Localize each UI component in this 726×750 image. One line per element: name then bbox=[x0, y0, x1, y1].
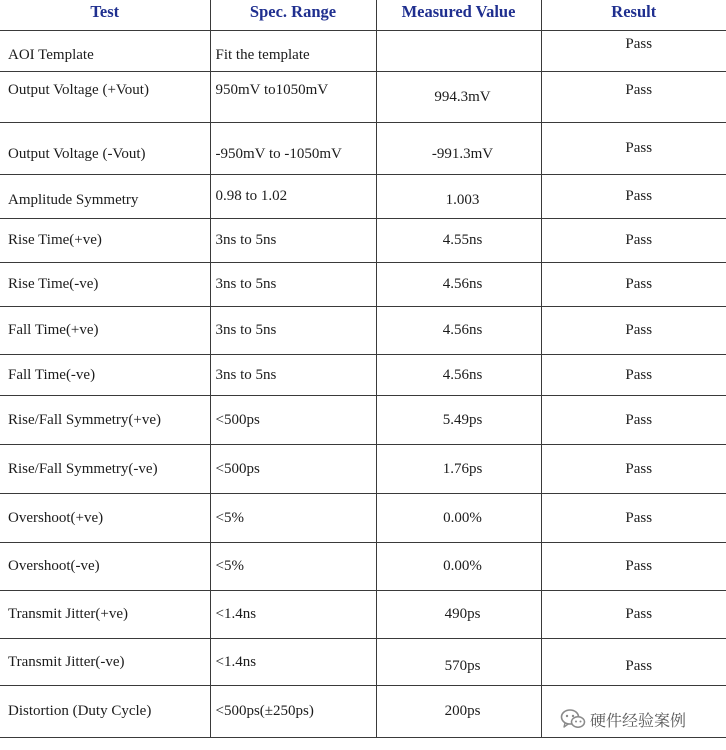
test-name: Rise/Fall Symmetry(-ve) bbox=[0, 445, 210, 494]
measured-value: 4.56ns bbox=[376, 263, 541, 307]
measured-value: 1.003 bbox=[445, 192, 480, 208]
spec-range: <5% bbox=[210, 543, 376, 591]
spec-range: 3ns to 5ns bbox=[210, 219, 376, 263]
spec-range: 3ns to 5ns bbox=[210, 355, 376, 396]
test-name: Distortion (Duty Cycle) bbox=[0, 686, 210, 738]
result-value: Pass bbox=[541, 263, 726, 307]
test-name: Rise Time(-ve) bbox=[0, 263, 210, 307]
test-name: Amplitude Symmetry bbox=[8, 192, 139, 208]
spec-range: <500ps(±250ps) bbox=[210, 686, 376, 738]
result-value: Pass bbox=[541, 494, 726, 543]
test-name: Rise/Fall Symmetry(+ve) bbox=[0, 396, 210, 445]
table-row bbox=[0, 263, 726, 307]
measured-value: 1.76ps bbox=[376, 445, 541, 494]
test-name: AOI Template bbox=[8, 46, 94, 63]
measured-value: 200ps bbox=[376, 686, 541, 738]
result-value: Pass bbox=[625, 657, 653, 674]
watermark-text: 硬件经验案例 bbox=[590, 710, 687, 730]
measured-value: 490ps bbox=[376, 591, 541, 639]
table-row bbox=[0, 123, 726, 175]
table-row bbox=[0, 72, 726, 123]
table-row bbox=[0, 355, 726, 396]
table-row bbox=[0, 591, 726, 639]
spec-range: -950mV to -1050mV bbox=[215, 146, 342, 162]
header-result: Result bbox=[541, 0, 726, 31]
result-value: Pass bbox=[541, 307, 726, 355]
measured-value: 570ps bbox=[444, 657, 481, 674]
test-name: Fall Time(-ve) bbox=[0, 355, 210, 396]
table-row bbox=[0, 175, 726, 219]
spec-range: 3ns to 5ns bbox=[210, 263, 376, 307]
table-row bbox=[0, 639, 726, 686]
result-value: Pass bbox=[541, 219, 726, 263]
spec-range: <5% bbox=[210, 494, 376, 543]
measured-value: 0.00% bbox=[376, 543, 541, 591]
spec-range: <500ps bbox=[210, 445, 376, 494]
spec-range: <1.4ns bbox=[210, 591, 376, 639]
result-value: Pass bbox=[625, 35, 653, 52]
result-value: Pass bbox=[541, 445, 726, 494]
spec-range: Fit the template bbox=[215, 46, 310, 63]
result-value: Pass bbox=[541, 591, 726, 639]
header-measured-value: Measured Value bbox=[376, 0, 541, 31]
measured-value: -991.3mV bbox=[431, 146, 494, 162]
result-value: Pass bbox=[541, 175, 726, 219]
test-name: Overshoot(-ve) bbox=[0, 543, 210, 591]
result-value: Pass bbox=[541, 543, 726, 591]
table-row bbox=[0, 445, 726, 494]
table-row bbox=[0, 219, 726, 263]
table-row bbox=[0, 307, 726, 355]
spec-range: 0.98 to 1.02 bbox=[210, 175, 376, 219]
test-name: Transmit Jitter(+ve) bbox=[0, 591, 210, 639]
spec-range: 950mV to1050mV bbox=[215, 81, 329, 98]
measured-value: 0.00% bbox=[376, 494, 541, 543]
measured-value: 994.3mV bbox=[376, 72, 541, 123]
table-row bbox=[0, 31, 726, 72]
measured-value: 5.49ps bbox=[376, 396, 541, 445]
header-row bbox=[0, 0, 726, 31]
result-value: Pass bbox=[541, 396, 726, 445]
result-value: Pass bbox=[625, 81, 653, 98]
header-spec-range: Spec. Range bbox=[210, 0, 376, 31]
spec-range: 3ns to 5ns bbox=[210, 307, 376, 355]
spec-range: <1.4ns bbox=[210, 639, 376, 686]
test-name: Rise Time(+ve) bbox=[0, 219, 210, 263]
test-name: Fall Time(+ve) bbox=[0, 307, 210, 355]
result-value: Pass bbox=[541, 123, 726, 175]
table-row bbox=[0, 543, 726, 591]
measured-value: 4.56ns bbox=[376, 307, 541, 355]
measured-value bbox=[376, 31, 541, 72]
spec-range: <500ps bbox=[210, 396, 376, 445]
watermark bbox=[556, 704, 690, 734]
table-row bbox=[0, 396, 726, 445]
table-row bbox=[0, 494, 726, 543]
test-name: Overshoot(+ve) bbox=[0, 494, 210, 543]
wechat-icon bbox=[560, 708, 586, 730]
test-name: Transmit Jitter(-ve) bbox=[0, 639, 210, 686]
measured-value: 4.56ns bbox=[376, 355, 541, 396]
test-name: Output Voltage (-Vout) bbox=[8, 146, 146, 162]
test-name: Output Voltage (+Vout) bbox=[8, 81, 149, 98]
result-value: Pass bbox=[541, 355, 726, 396]
header-test: Test bbox=[0, 0, 210, 31]
measured-value: 4.55ns bbox=[376, 219, 541, 263]
